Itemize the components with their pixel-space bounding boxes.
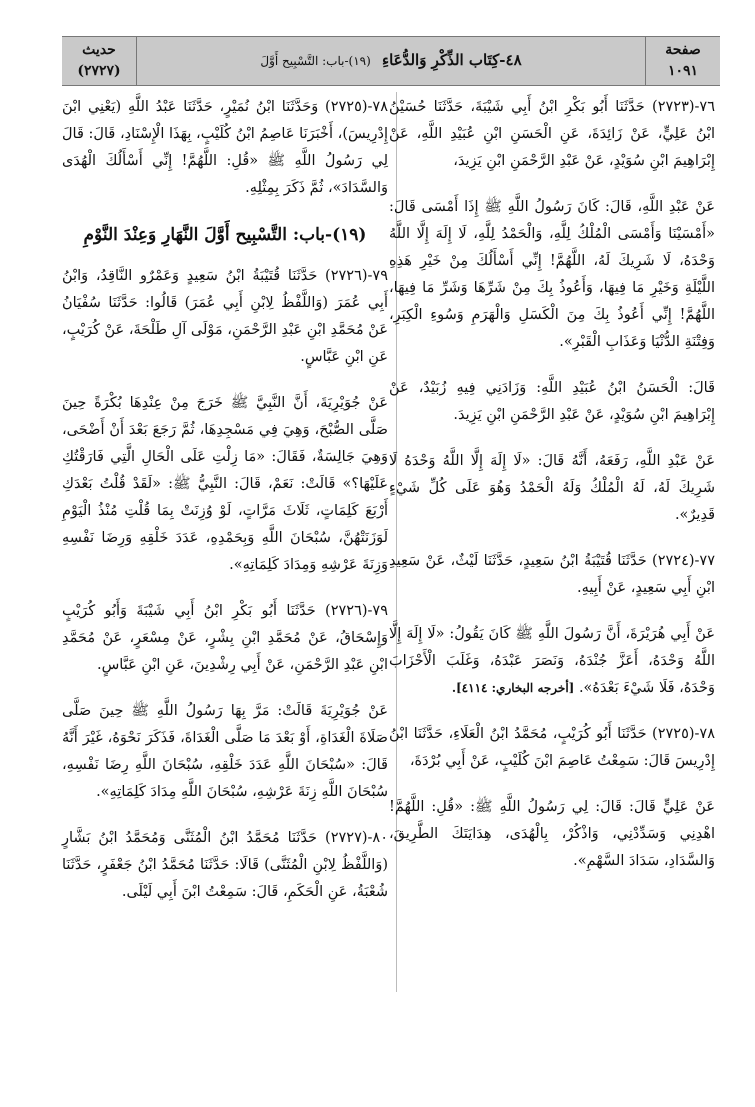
right-column bbox=[389, 94, 715, 894]
chapter-ref: (١٩)-باب: التَّسْبِيح أَوَّلَ bbox=[260, 54, 371, 68]
text-paragraph: عَنْ عَبْدِ اللَّهِ، قَالَ: كَانَ رَسُولُ اللَّهِ ﷺ إِذَا أَمْسَى قَالَ: «أَمْسَيْنَا وَأَمْسَى الْمُلْكُ لِلَّهِ، وَالْحَمْدُ لِلَّهِ، لَا إِلَهَ إِلَّا اللَّهُ وَحْدَهُ، لَا شَرِيكَ لَهُ، اللَّهُمَّ! إِنِّي أَسْأَلُكَ مِنْ خَيْرِ هَذِهِ اللَّيْلَةِ وَخَيْرِ مَا فِيهَا، وَأَعُوذُ بِكَ مِنْ شَرِّهَا وَشَرِّ مَا فِيهَا، اللَّهُمَّ! إِنِّي أَعُوذُ بِكَ مِنَ الْكَسَلِ وَالْهَرَمِ وَسُوءِ الْكِبَرِ، وَفِتْنَةِ الدُّنْيَا وَعَذَابِ الْقَبْرِ». bbox=[389, 199, 715, 350]
page-header bbox=[62, 36, 720, 86]
paragraph-text: عَنْ أَبِي هُرَيْرَةَ، أَنَّ رَسُولَ اللَّهِ ﷺ كَانَ يَقُولُ: «لَا إِلَهَ إِلَّا اللَّهُ وَحْدَهُ، أَعَزَّ جُنْدَهُ، وَنَصَرَ عَبْدَهُ، وَغَلَبَ الْأَحْزَابَ وَحْدَهُ، فَلَا شَيْءَ بَعْدَهُ». bbox=[389, 626, 715, 696]
hadith-number-box bbox=[62, 37, 137, 85]
text-paragraph: ٧٨-(٢٧٢٥) وَحَدَّثَنَا ابْنُ نُمَيْرٍ، حَدَّثَنَا عَبْدُ اللَّهِ (يَعْنِي ابْنَ إِدْرِيسَ)، أَخْبَرَنَا عَاصِمُ ابْنُ كُلَيْبٍ، بِهَذَا الْإِسْنَادِ، قَالَ: قَالَ لِي رَسُولُ اللَّهِ ﷺ «قُلِ: اللَّهُمَّ! إِنِّي أَسْأَلُكَ الْهُدَى وَالسَّدَادَ»، ثُمَّ ذَكَرَ بِمِثْلِهِ. bbox=[62, 99, 388, 196]
text-paragraph: ٨٠-(٢٧٢٧) حَدَّثَنَا مُحَمَّدُ ابْنُ الْمُثَنَّى وَمُحَمَّدُ ابْنُ بَشَّارٍ (وَاللَّفْظُ لِابْنِ الْمُثَنَّى) قَالَا: حَدَّثَنَا مُحَمَّدُ ابْنُ جَعْفَرٍ، حَدَّثَنَا شُعْبَةُ، عَنِ الْحَكَمِ، قَالَ: سَمِعْتُ ابْنَ أَبِي لَيْلَى. bbox=[62, 830, 388, 900]
page-number: ١٠٩١ bbox=[667, 63, 699, 79]
text-paragraph: ٧٦-(٢٧٢٣) حَدَّثَنَا أَبُو بَكْرِ ابْنُ أَبِي شَيْبَةَ، حَدَّثَنَا حُسَيْنُ ابْنُ عَلِيٍّ، عَنْ زَائِدَةَ، عَنِ الْحَسَنِ ابْنِ عُبَيْدِ اللَّهِ، عَنْ إِبْرَاهِيمَ ابْنِ سُوَيْدٍ، عَنْ عَبْدِ الرَّحْمَنِ ابْنِ يَزِيدَ، bbox=[389, 99, 715, 169]
text-paragraph: ٧٧-(٢٧٢٤) حَدَّثَنَا قُتَيْبَةُ ابْنُ سَعِيدٍ، حَدَّثَنَا لَيْثٌ، عَنْ سَعِيدِ ابْنِ أَبِي سَعِيدٍ، عَنْ أَبِيهِ. bbox=[389, 553, 715, 596]
text-paragraph: ٧٩-(٢٧٢٦) حَدَّثَنَا أَبُو بَكْرِ ابْنُ أَبِي شَيْبَةَ وَأَبُو كُرَيْبٍ وَإِسْحَاقُ، عَنْ مُحَمَّدِ ابْنِ بِشْرٍ، عَنْ مِسْعَرٍ، عَنْ مُحَمَّدِ ابْنِ عَبْدِ الرَّحْمَنِ، عَنْ أَبِي رِشْدِينَ، عَنِ ابْنِ عَبَّاسٍ. bbox=[62, 603, 388, 673]
book-title: ٤٨-كِتَاب الذِّكْرِ وَالدُّعَاءِ bbox=[382, 51, 522, 69]
text-paragraph: ٧٨-(٢٧٢٥) حَدَّثَنَا أَبُو كُرَيْبٍ، مُحَمَّدُ ابْنُ الْعَلَاءِ، حَدَّثَنَا ابْنُ إِدْرِيسَ قَالَ: سَمِعْتُ عَاصِمَ ابْنَ كُلَيْبٍ، عَنْ أَبِي بُرْدَةَ، bbox=[389, 726, 715, 769]
text-paragraph: عَنْ عَلِيٍّ قَالَ: قَالَ: لِي رَسُولُ اللَّهِ ﷺ: «قُلِ: اللَّهُمَّ! اهْدِنِي وَسَدِّدْنِي، وَاذْكُرْ، بِالْهُدَى، هِدَايَتَكَ الطَّرِيقَ، وَالسَّدَادِ، سَدَادَ السَّهْمِ». bbox=[389, 799, 715, 869]
text-paragraph: ٧٩-(٢٧٢٦) حَدَّثَنَا قُتَيْبَةُ ابْنُ سَعِيدٍ وَعَمْرٌو النَّاقِدُ، وَابْنُ أَبِي عُمَرَ (وَاللَّفْظُ لِابْنِ أَبِي عُمَرَ) قَالُوا: حَدَّثَنَا سُفْيَانُ عَنْ مُحَمَّدِ ابْنِ عَبْدِ الرَّحْمَنِ، مَوْلَى آلِ طَلْحَةَ، عَنْ كُرَيْبٍ، عَنِ ابْنِ عَبَّاسٍ. bbox=[62, 268, 388, 365]
chapter-heading: (١٩)-باب: التَّسْبِيح أَوَّلَ النَّهَارِ وَعِنْدَ النَّوْمِ bbox=[83, 225, 367, 245]
text-paragraph: عَنْ عَبْدِ اللَّهِ، رَفَعَهُ، أَنَّهُ قَالَ: «لَا إِلَهَ إِلَّا اللَّهُ وَحْدَهُ لَا شَرِيكَ لَهُ، لَهُ الْمُلْكُ وَلَهُ الْحَمْدُ وَهُوَ عَلَى كُلِّ شَيْءٍ قَدِيرٌ». bbox=[389, 453, 715, 523]
page-label: صفحة bbox=[665, 42, 701, 58]
text-paragraph: قَالَ: الْحَسَنُ ابْنُ عُبَيْدِ اللَّهِ: وَزَادَنِي فِيهِ زُبَيْدٌ، عَنْ إِبْرَاهِيمَ ابْنِ سُوَيْدٍ، عَنْ عَبْدِ الرَّحْمَنِ ابْنِ يَزِيدَ. bbox=[389, 380, 715, 423]
running-title bbox=[142, 47, 640, 74]
text-paragraph bbox=[389, 621, 715, 702]
citation: [أخرجه البخاري: ٤١١٤]. bbox=[451, 681, 575, 695]
text-paragraph: عَنْ جُوَيْرِيَةَ، أَنَّ النَّبِيَّ ﷺ خَرَجَ مِنْ عِنْدِهَا بُكْرَةً حِينَ صَلَّى الصُّبْحَ، وَهِيَ فِي مَسْجِدِهَا، ثُمَّ رَجَعَ بَعْدَ أَنْ أَضْحَى، وَهِيَ جَالِسَةٌ، فَقَالَ: «مَا زِلْتِ عَلَى الْحَالِ الَّتِي فَارَقْتُكِ عَلَيْهَا؟» قَالَتْ: نَعَمْ، قَالَ: النَّبِيُّ ﷺ: «لَقَدْ قُلْتُ بَعْدَكِ أَرْبَعَ كَلِمَاتٍ، ثَلَاثَ مَرَّاتٍ، لَوْ وُزِنَتْ بِمَا قُلْتِ مُنْذُ الْيَوْمِ لَوَزَنَتْهُنَّ، سُبْحَانَ اللَّهِ وَبِحَمْدِهِ، عَدَدَ خَلْقِهِ وَرِضَا نَفْسِهِ وَزِنَةَ عَرْشِهِ وَمِدَادَ كَلِمَاتِهِ». bbox=[62, 395, 388, 573]
page-number-box bbox=[645, 37, 720, 85]
text-paragraph: عَنْ جُوَيْرِيَةَ قَالَتْ: مَرَّ بِهَا رَسُولُ اللَّهِ ﷺ حِينَ صَلَّى صَلَاةَ الْغَدَاةِ، أَوْ بَعْدَ مَا صَلَّى الْغَدَاةَ، فَذَكَرَ نَحْوَهُ، غَيْرَ أَنَّهُ قَالَ: «سُبْحَانَ اللَّهِ عَدَدَ خَلْقِهِ، سُبْحَانَ اللَّهِ رِضَا نَفْسِهِ، سُبْحَانَ اللَّهِ زِنَةَ عَرْشِهِ، سُبْحَانَ اللَّهِ مِدَادَ كَلِمَاتِهِ». bbox=[62, 703, 388, 800]
hadith-number: (٢٧٢٧) bbox=[77, 63, 121, 79]
left-column bbox=[62, 94, 388, 925]
hadith-label: حديث bbox=[82, 42, 116, 58]
